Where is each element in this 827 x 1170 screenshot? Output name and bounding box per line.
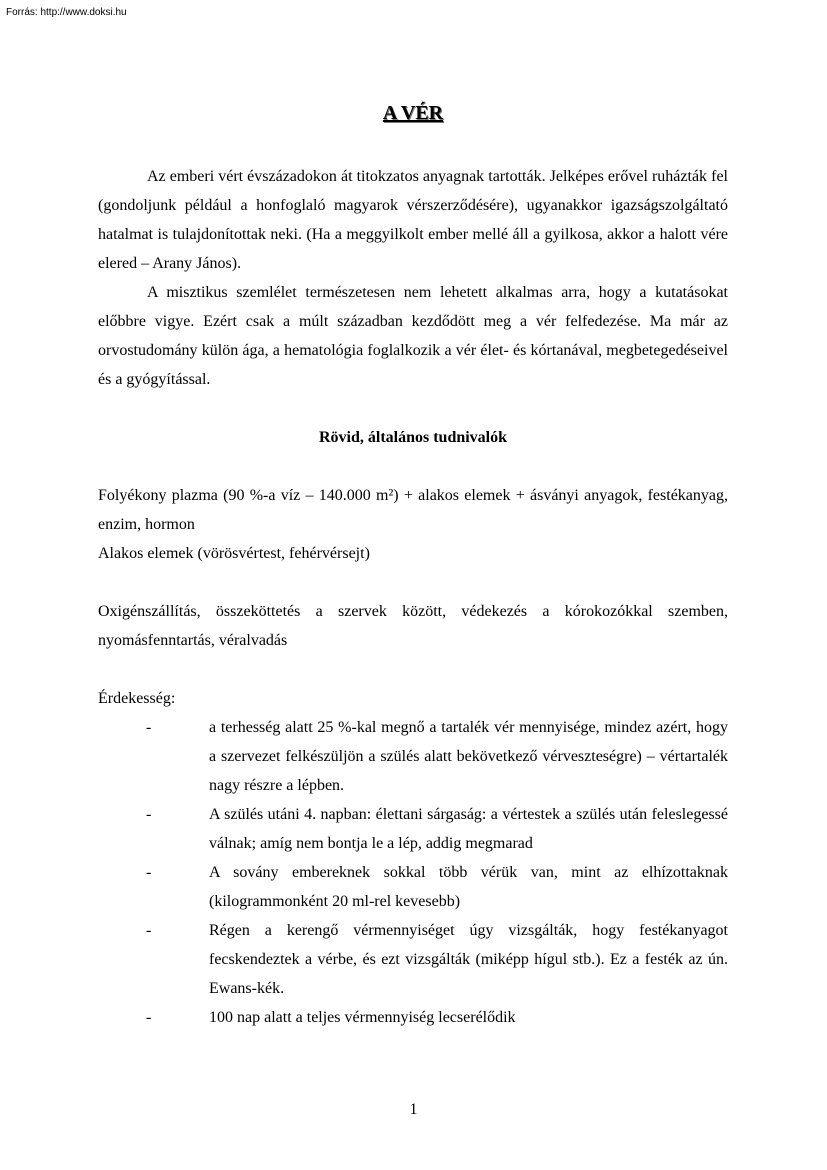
formed-elements-line: Alakos elemek (vörösvértest, fehérvérsejt) <box>98 545 370 562</box>
list-item-text: A szülés utáni 4. napban: élettani sárgaság: a vértestek a szülés után feleslegessé válnak; amíg nem bontja le a lép, addig megmarad <box>209 806 728 852</box>
list-dash: - <box>146 806 152 823</box>
list-dash: - <box>146 1009 152 1026</box>
functions-paragraph: Oxigénszállítás, összeköttetés a szervek között, védekezés a kórokozókkal szemben, nyomásfenntartás, véralvadás <box>98 603 728 649</box>
page-number: 1 <box>409 1101 418 1118</box>
list-item-text: a terhesség alatt 25 %-kal megnő a tartalék vér mennyisége, mindez azért, hogy a szervezet felkészüljön a szülés alatt bekövetkező vérveszteségre) – vértartalék nagy részre a lépben. <box>209 719 728 794</box>
list-item <box>98 916 728 1003</box>
list-item-text: 100 nap alatt a teljes vérmennyiség lecserélődik <box>209 1009 516 1026</box>
list-dash: - <box>146 719 152 736</box>
composition-paragraph: Folyékony plazma (90 %-a víz – 140.000 m²) + alakos elemek + ásványi anyagok, festékanyag, enzim, hormon <box>98 487 728 533</box>
list-item <box>98 1003 728 1032</box>
document-body <box>98 98 728 1032</box>
list-item <box>98 858 728 916</box>
page-title: A VÉR <box>382 102 444 124</box>
interesting-label: Érdekesség: <box>98 690 176 707</box>
list-item <box>98 800 728 858</box>
list-dash: - <box>146 922 152 939</box>
list-dash: - <box>146 864 152 881</box>
list-item <box>98 713 728 800</box>
list-item-text: Régen a kerengő vérmennyiséget úgy vizsgálták, hogy festékanyagot fecskendeztek a vérbe, és ezt vizsgálták (miképp hígul stb.). Ez a festék az ún. Ewans-kék. <box>209 922 728 997</box>
source-attribution: Forrás: http://www.doksi.hu <box>6 7 127 18</box>
interesting-list <box>98 713 728 1032</box>
list-item-text: A sovány embereknek sokkal több vérük van, mint az elhízottaknak (kilogrammonként 20 ml-rel kevesebb) <box>209 864 728 910</box>
intro-paragraph-1: Az emberi vért évszázadokon át titokzatos anyagnak tartották. Jelképes erővel ruházták fel (gondoljunk például a honfoglaló magyarok vérszerződésére), ugyanakkor igazságszolgáltató hatalmat is tulajdonítottak neki. (Ha a meggyilkolt ember mellé áll a gyilkosa, akkor a halott vére elered – Arany János). <box>98 168 728 272</box>
intro-paragraph-2: A misztikus szemlélet természetesen nem lehetett alkalmas arra, hogy a kutatásokat előbbre vigye. Ezért csak a múlt században kezdődött meg a vér felfedezése. Ma már az orvostudomány külön ága, a hematológia foglalkozik a vér élet- és kórtanával, megbetegedéseivel és a gyógyítással. <box>98 284 728 388</box>
section-subtitle: Rövid, általános tudnivalók <box>318 429 508 446</box>
